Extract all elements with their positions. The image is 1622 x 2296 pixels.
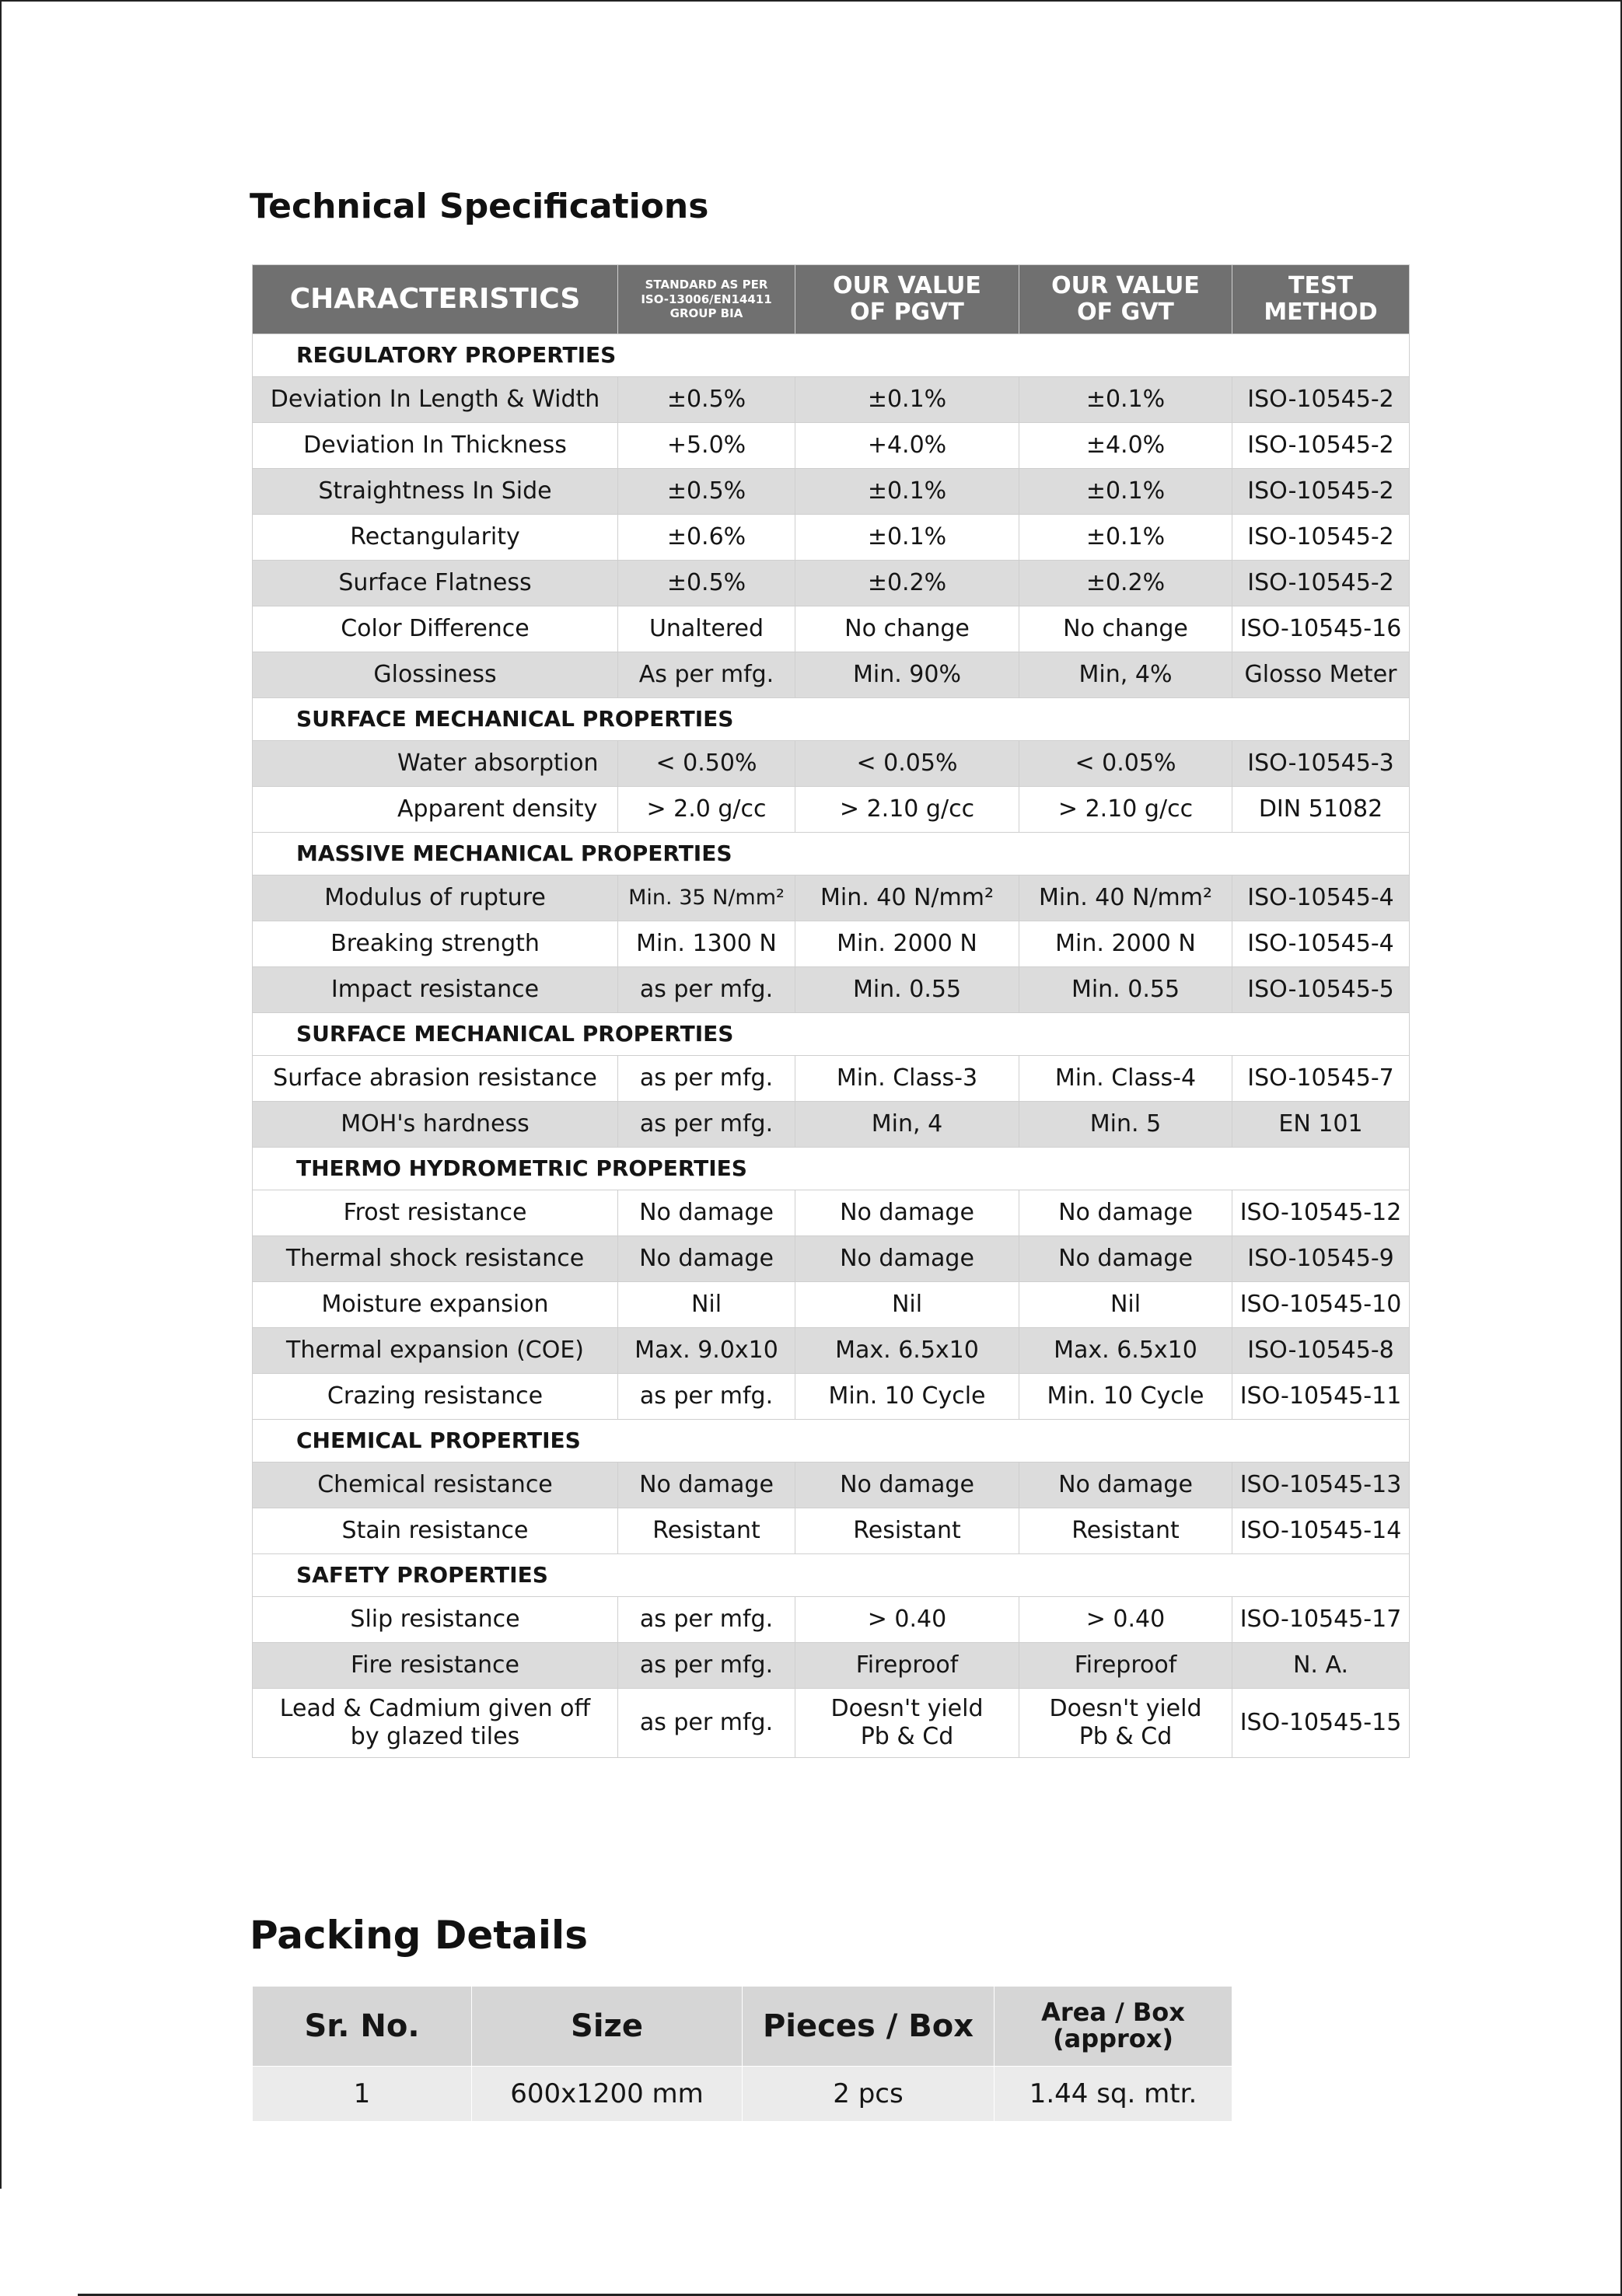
cell-pgvt: +4.0%: [795, 423, 1019, 469]
packing-details-table: [252, 1986, 1232, 2122]
cell-test: ISO-10545-4: [1232, 875, 1410, 921]
section-row-regulatory: [253, 334, 1410, 377]
cell-name-line1: Lead & Cadmium given off: [279, 1695, 591, 1722]
cell-standard: Unaltered: [618, 606, 795, 652]
table-row: [253, 1102, 1410, 1148]
table-row: [253, 1282, 1410, 1328]
cell-gvt-line2: Pb & Cd: [1078, 1723, 1173, 1750]
cell-standard: No damage: [618, 1190, 795, 1236]
header-gvt: [1019, 265, 1232, 334]
table-row: [253, 1374, 1410, 1420]
cell-gvt-line1: Doesn't yield: [1049, 1695, 1202, 1722]
cell-gvt: Resistant: [1019, 1508, 1232, 1554]
packing-details-title: Packing Details: [250, 1913, 588, 1958]
cell-gvt: ±0.1%: [1019, 515, 1232, 561]
section-label: THERMO HYDROMETRIC PROPERTIES: [253, 1148, 1410, 1190]
cell-name: Breaking strength: [253, 921, 618, 967]
header-area-line1: Area / Box: [1041, 1997, 1185, 2028]
table-row: [253, 423, 1410, 469]
cell-standard: ±0.5%: [618, 377, 795, 423]
cell-pgvt: Nil: [795, 1282, 1019, 1328]
cell-pgvt: No damage: [795, 1190, 1019, 1236]
cell-name: Color Difference: [253, 606, 618, 652]
cell-gvt: Min. 0.55: [1019, 967, 1232, 1013]
table-row: [253, 1643, 1410, 1689]
cell-standard: as per mfg.: [618, 967, 795, 1013]
cell-test: ISO-10545-15: [1232, 1689, 1410, 1758]
header-pgvt-line1: OUR VALUE: [833, 271, 981, 299]
header-area-line2: (approx): [1052, 2024, 1174, 2053]
cell-standard: No damage: [618, 1463, 795, 1508]
cell-name: MOH's hardness: [253, 1102, 618, 1148]
header-characteristics: CHARACTERISTICS: [253, 265, 618, 334]
cell-standard: Max. 9.0x10: [618, 1328, 795, 1374]
cell-pgvt: No change: [795, 606, 1019, 652]
cell-standard: as per mfg.: [618, 1374, 795, 1420]
table-row: [253, 1056, 1410, 1102]
cell-test: ISO-10545-4: [1232, 921, 1410, 967]
header-pgvt: [795, 265, 1019, 334]
cell-standard: As per mfg.: [618, 652, 795, 698]
header-area-box: [995, 1987, 1232, 2067]
cell-standard: as per mfg.: [618, 1102, 795, 1148]
cell-pgvt: > 0.40: [795, 1597, 1019, 1643]
cell-standard: < 0.50%: [618, 741, 795, 787]
cell-standard: as per mfg.: [618, 1056, 795, 1102]
table-row: [253, 1508, 1410, 1554]
cell-gvt: No damage: [1019, 1190, 1232, 1236]
header-test-line1: TEST: [1288, 271, 1354, 299]
header-gvt-line2: OF GVT: [1077, 299, 1174, 326]
cell-name: Thermal expansion (COE): [253, 1328, 618, 1374]
cell-standard: as per mfg.: [618, 1643, 795, 1689]
header-standard-line1: STANDARD AS PER: [645, 277, 768, 292]
header-test-method: [1232, 265, 1410, 334]
cell-pgvt: Fireproof: [795, 1643, 1019, 1689]
cell-test: ISO-10545-9: [1232, 1236, 1410, 1282]
header-sr-no: Sr. No.: [253, 1987, 472, 2067]
cell-size: 600x1200 mm: [472, 2067, 743, 2122]
cell-pgvt: Min. 90%: [795, 652, 1019, 698]
cell-test: ISO-10545-2: [1232, 377, 1410, 423]
cell-pieces: 2 pcs: [743, 2067, 995, 2122]
table-row: [253, 1236, 1410, 1282]
cell-test: EN 101: [1232, 1102, 1410, 1148]
table-row: [253, 515, 1410, 561]
table-row: [253, 967, 1410, 1013]
cell-standard: Min. 35 N/mm²: [618, 875, 795, 921]
section-label: MASSIVE MECHANICAL PROPERTIES: [253, 833, 1410, 875]
cell-name: Straightness In Side: [253, 469, 618, 515]
cell-pgvt: Min. 2000 N: [795, 921, 1019, 967]
cell-sr-no: 1: [253, 2067, 472, 2122]
cell-pgvt: ±0.1%: [795, 469, 1019, 515]
cell-test: ISO-10545-12: [1232, 1190, 1410, 1236]
cell-name: Modulus of rupture: [253, 875, 618, 921]
header-standard-line2: ISO-13006/EN14411: [641, 292, 772, 306]
section-row-chemical: [253, 1420, 1410, 1463]
cell-gvt: < 0.05%: [1019, 741, 1232, 787]
cell-name: Stain resistance: [253, 1508, 618, 1554]
cell-test: DIN 51082: [1232, 787, 1410, 833]
cell-test: ISO-10545-16: [1232, 606, 1410, 652]
section-label: CHEMICAL PROPERTIES: [253, 1420, 1410, 1463]
table-row: [253, 377, 1410, 423]
table-row: [253, 921, 1410, 967]
cell-gvt: > 2.10 g/cc: [1019, 787, 1232, 833]
cell-gvt: No change: [1019, 606, 1232, 652]
cell-gvt: Min. 40 N/mm²: [1019, 875, 1232, 921]
cell-test: ISO-10545-17: [1232, 1597, 1410, 1643]
cell-test: ISO-10545-5: [1232, 967, 1410, 1013]
cell-test: ISO-10545-8: [1232, 1328, 1410, 1374]
table-row: [253, 1328, 1410, 1374]
cell-name: Crazing resistance: [253, 1374, 618, 1420]
cell-name: Apparent density: [253, 787, 618, 833]
cell-test: ISO-10545-11: [1232, 1374, 1410, 1420]
cell-pgvt: Min. Class-3: [795, 1056, 1019, 1102]
table-row: [253, 741, 1410, 787]
section-row-thermo-hydrometric: [253, 1148, 1410, 1190]
cell-test: ISO-10545-2: [1232, 423, 1410, 469]
table-row: [253, 875, 1410, 921]
cell-pgvt: Resistant: [795, 1508, 1019, 1554]
table-row: [253, 1463, 1410, 1508]
cell-name: Glossiness: [253, 652, 618, 698]
cell-pgvt: ±0.1%: [795, 377, 1019, 423]
table-row: [253, 1597, 1410, 1643]
section-label: REGULATORY PROPERTIES: [253, 334, 1410, 377]
table-row: [253, 2067, 1232, 2122]
cell-standard: as per mfg.: [618, 1597, 795, 1643]
cell-test: ISO-10545-2: [1232, 469, 1410, 515]
cell-gvt: ±0.1%: [1019, 469, 1232, 515]
section-row-safety: [253, 1554, 1410, 1597]
cell-standard: as per mfg.: [618, 1689, 795, 1758]
table-row: [253, 1190, 1410, 1236]
section-label: SURFACE MECHANICAL PROPERTIES: [253, 698, 1410, 741]
cell-standard: Resistant: [618, 1508, 795, 1554]
cell-gvt: ±0.1%: [1019, 377, 1232, 423]
cell-name: Moisture expansion: [253, 1282, 618, 1328]
packing-header-row: [253, 1987, 1232, 2067]
technical-specifications-title: Technical Specifications: [250, 187, 709, 226]
page-border-top: [0, 0, 1622, 2]
header-test-line2: METHOD: [1264, 299, 1378, 326]
cell-pgvt: No damage: [795, 1463, 1019, 1508]
cell-name-line2: by glazed tiles: [350, 1723, 520, 1750]
cell-pgvt: ±0.2%: [795, 561, 1019, 606]
cell-gvt: ±4.0%: [1019, 423, 1232, 469]
table-row: [253, 652, 1410, 698]
cell-gvt: ±0.2%: [1019, 561, 1232, 606]
cell-pgvt: Min. 10 Cycle: [795, 1374, 1019, 1420]
cell-gvt: Max. 6.5x10: [1019, 1328, 1232, 1374]
cell-pgvt: > 2.10 g/cc: [795, 787, 1019, 833]
cell-standard: Min. 1300 N: [618, 921, 795, 967]
cell-test: ISO-10545-2: [1232, 561, 1410, 606]
cell-gvt: No damage: [1019, 1463, 1232, 1508]
cell-pgvt-line1: Doesn't yield: [830, 1695, 984, 1722]
cell-standard: +5.0%: [618, 423, 795, 469]
technical-specifications-table: [252, 264, 1410, 1758]
cell-name: Fire resistance: [253, 1643, 618, 1689]
cell-pgvt: Min. 0.55: [795, 967, 1019, 1013]
cell-pgvt: Max. 6.5x10: [795, 1328, 1019, 1374]
cell-name: Chemical resistance: [253, 1463, 618, 1508]
page-border-left: [0, 0, 2, 2189]
cell-gvt: Min. 2000 N: [1019, 921, 1232, 967]
spec-header-row: [253, 265, 1410, 334]
cell-name: Surface Flatness: [253, 561, 618, 606]
cell-test: Glosso Meter: [1232, 652, 1410, 698]
cell-test: ISO-10545-2: [1232, 515, 1410, 561]
cell-gvt: [1019, 1689, 1232, 1758]
cell-name: [253, 1689, 618, 1758]
cell-name: Surface abrasion resistance: [253, 1056, 618, 1102]
cell-test: N. A.: [1232, 1643, 1410, 1689]
header-size: Size: [472, 1987, 743, 2067]
table-row: [253, 787, 1410, 833]
cell-gvt: > 0.40: [1019, 1597, 1232, 1643]
cell-standard: Nil: [618, 1282, 795, 1328]
cell-gvt: Min, 4%: [1019, 652, 1232, 698]
cell-gvt: Min. 5: [1019, 1102, 1232, 1148]
table-row: [253, 1689, 1410, 1758]
cell-gvt: Fireproof: [1019, 1643, 1232, 1689]
section-row-surface-mechanical-2: [253, 1013, 1410, 1056]
cell-test: ISO-10545-14: [1232, 1508, 1410, 1554]
cell-test: ISO-10545-10: [1232, 1282, 1410, 1328]
cell-area: 1.44 sq. mtr.: [995, 2067, 1232, 2122]
cell-name: Deviation In Length & Width: [253, 377, 618, 423]
cell-standard: ±0.5%: [618, 469, 795, 515]
cell-pgvt: ±0.1%: [795, 515, 1019, 561]
cell-pgvt-line2: Pb & Cd: [860, 1723, 954, 1750]
cell-name: Water absorption: [253, 741, 618, 787]
cell-name: Rectangularity: [253, 515, 618, 561]
header-gvt-line1: OUR VALUE: [1051, 271, 1200, 299]
section-row-massive-mechanical: [253, 833, 1410, 875]
cell-test: ISO-10545-7: [1232, 1056, 1410, 1102]
cell-name: Impact resistance: [253, 967, 618, 1013]
header-standard: [618, 265, 795, 334]
cell-name: Deviation In Thickness: [253, 423, 618, 469]
cell-pgvt: No damage: [795, 1236, 1019, 1282]
cell-gvt: Min. Class-4: [1019, 1056, 1232, 1102]
cell-gvt: Nil: [1019, 1282, 1232, 1328]
cell-standard: > 2.0 g/cc: [618, 787, 795, 833]
cell-pgvt: Min, 4: [795, 1102, 1019, 1148]
cell-name: Thermal shock resistance: [253, 1236, 618, 1282]
section-label: SURFACE MECHANICAL PROPERTIES: [253, 1013, 1410, 1056]
cell-gvt: Min. 10 Cycle: [1019, 1374, 1232, 1420]
header-standard-line3: GROUP BIA: [669, 306, 743, 321]
table-row: [253, 469, 1410, 515]
table-row: [253, 606, 1410, 652]
cell-standard: No damage: [618, 1236, 795, 1282]
cell-pgvt: [795, 1689, 1019, 1758]
header-pieces-box: Pieces / Box: [743, 1987, 995, 2067]
cell-name: Frost resistance: [253, 1190, 618, 1236]
section-label: SAFETY PROPERTIES: [253, 1554, 1410, 1597]
cell-gvt: No damage: [1019, 1236, 1232, 1282]
header-pgvt-line2: OF PGVT: [850, 299, 964, 326]
cell-pgvt: < 0.05%: [795, 741, 1019, 787]
cell-name: Slip resistance: [253, 1597, 618, 1643]
table-row: [253, 561, 1410, 606]
cell-standard: ±0.6%: [618, 515, 795, 561]
cell-test: ISO-10545-13: [1232, 1463, 1410, 1508]
cell-test: ISO-10545-3: [1232, 741, 1410, 787]
cell-pgvt: Min. 40 N/mm²: [795, 875, 1019, 921]
section-row-surface-mechanical: [253, 698, 1410, 741]
cell-standard: ±0.5%: [618, 561, 795, 606]
